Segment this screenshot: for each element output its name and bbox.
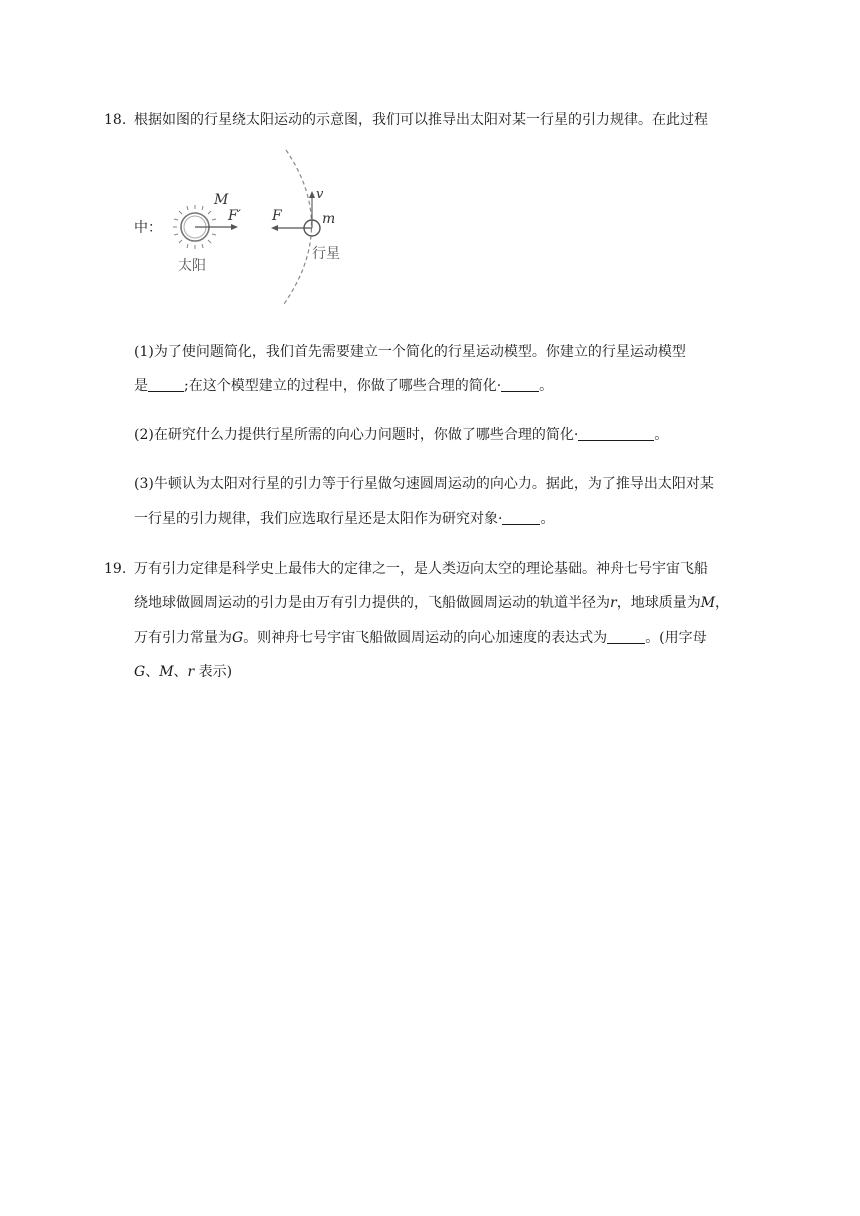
- var-m: M: [700, 595, 716, 611]
- sun-mass-label: M: [214, 192, 229, 208]
- sun-force-label: F′: [228, 208, 241, 224]
- answer-blank-5[interactable]: [607, 629, 645, 644]
- planet-label: 行星: [312, 246, 340, 262]
- q19-line2-text-a: 绕地球做圆周运动的引力是由万有引力提供的，飞船做圆周运动的轨道半径为: [134, 595, 610, 611]
- question-18-number: 18.: [104, 112, 127, 128]
- answer-blank-2[interactable]: [501, 377, 539, 392]
- var-g: G: [232, 630, 244, 646]
- q18-sub1-text-b: ;在这个模型建立的过程中，你做了哪些合理的简化·: [184, 378, 502, 394]
- question-18-stem-continuation: 中：: [134, 220, 162, 236]
- q19-line3-text-a: 万有引力常量为: [134, 630, 232, 646]
- q18-sub2-line: [134, 425, 668, 445]
- velocity-label: v: [316, 187, 324, 202]
- answer-blank-4[interactable]: [502, 510, 540, 525]
- q19-line3-text-b: 。则神舟七号宇宙飞船做圆周运动的向心加速度的表达式为: [243, 630, 608, 646]
- sep-1: 、: [145, 664, 160, 680]
- q18-sub3-line2: [134, 509, 554, 529]
- letter-g: G: [134, 664, 146, 680]
- question-19-line1: 万有引力定律是科学史上最伟大的定律之一，是人类迈向太空的理论基础。神舟七号宇宙飞船: [134, 561, 708, 577]
- planet-force-label: F: [272, 208, 282, 224]
- question-19-number: 19.: [104, 561, 127, 577]
- sun-label: 太阳: [178, 258, 206, 274]
- letter-m: M: [159, 664, 174, 680]
- sun-planet-diagram: [160, 146, 360, 308]
- question-18-stem: 根据如图的行星绕太阳运动的示意图，我们可以推导出太阳对某一行星的引力规律。在此过程: [134, 112, 708, 128]
- planet-mass-label: m: [322, 211, 336, 227]
- q18-sub2-text-a: (2)在研究什么力提供行星所需的向心力问题时，你做了哪些合理的简化·: [134, 427, 579, 443]
- orbit-arc: [284, 150, 312, 304]
- q18-sub1-line1: (1)为了使问题简化，我们首先需要建立一个简化的行星运动模型。你建立的行星运动模型: [134, 344, 686, 360]
- q19-line4-end: 表示): [194, 664, 233, 680]
- q18-sub3-text-a: 一行星的引力规律，我们应选取行星还是太阳作为研究对象·: [134, 511, 503, 527]
- q18-sub1-text-a: 是: [134, 378, 148, 394]
- q19-line2-text-b: ，地球质量为: [616, 595, 701, 611]
- q18-sub3-line1: (3)牛顿认为太阳对行星的引力等于行星做匀速圆周运动的向心力。据此，为了推导出太阳对某: [134, 476, 714, 492]
- q18-sub1-line2: [134, 376, 553, 396]
- question-19-line3: [134, 628, 707, 648]
- sep-2: 、: [173, 664, 188, 680]
- letter-r: r: [187, 664, 195, 680]
- question-19-line4: [134, 662, 232, 682]
- q18-sub1-text-c: 。: [539, 378, 554, 394]
- answer-blank-1[interactable]: [148, 377, 184, 392]
- q18-sub3-text-b: 。: [540, 511, 555, 527]
- q19-line3-text-c: 。(用字母: [645, 630, 707, 646]
- answer-blank-3[interactable]: [578, 426, 654, 441]
- var-r: r: [610, 595, 617, 611]
- q18-sub2-text-b: 。: [654, 427, 669, 443]
- question-19-line2: [134, 593, 729, 613]
- q19-line2-text-c: ，: [715, 595, 730, 611]
